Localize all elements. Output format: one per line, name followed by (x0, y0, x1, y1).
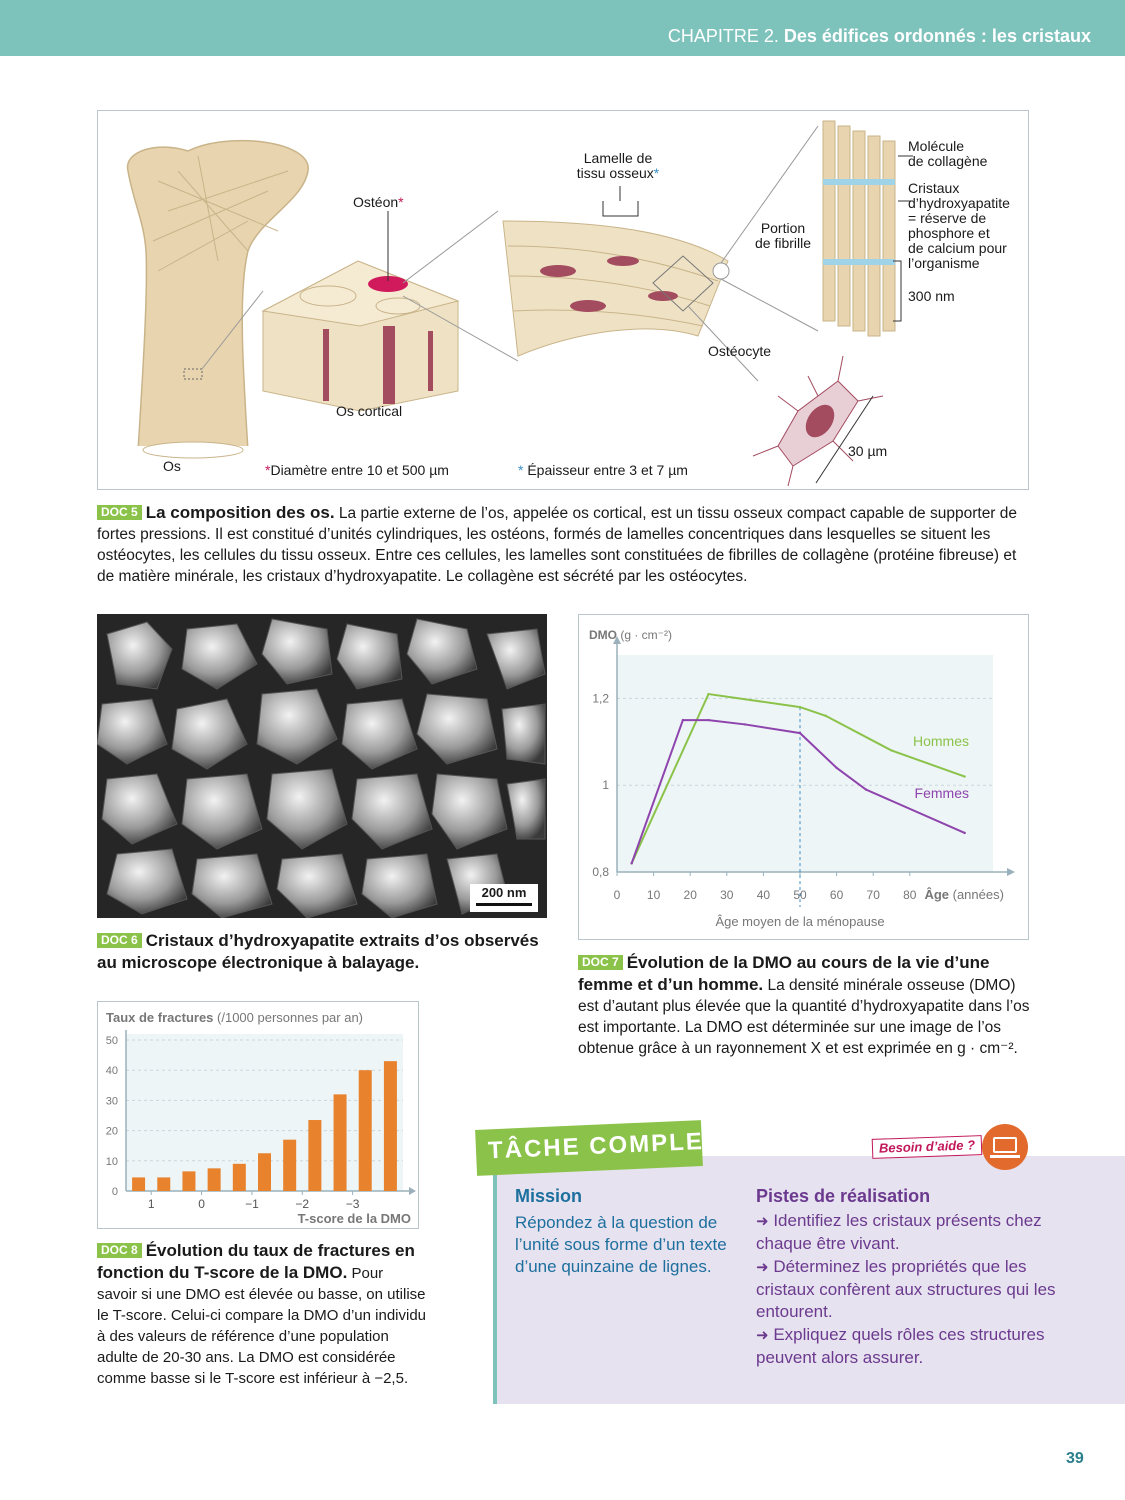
mission-text: Répondez à la question de l’unité sous forme d’un texte d’une quinzaine de lignes. (515, 1213, 727, 1276)
doc5-caption (97, 502, 1027, 587)
label-molecule-collagene: Molécule de collagène (908, 138, 988, 169)
doc7-title: Évolution de la DMO au cours de la vie d’une femme et d’un homme. (578, 953, 990, 994)
legend-femmes: Femmes (914, 785, 969, 802)
help-button[interactable]: Besoin d’aide ? (872, 1135, 983, 1159)
lamelle-bracket (603, 201, 638, 216)
menopause-label: Âge moyen de la ménopause (715, 914, 885, 929)
doc6-caption (97, 930, 547, 974)
series-point-femmes (865, 788, 867, 790)
crystal-band-2 (823, 259, 895, 265)
scale-line (476, 903, 532, 906)
x-tick-label: −2 (295, 1197, 310, 1211)
osteocyte-c (570, 300, 606, 312)
x-tick-label: 1 (147, 1197, 155, 1211)
x-tick-label: 80 (903, 888, 917, 902)
fracture-bar (157, 1177, 170, 1191)
zoom-line-3b (721, 279, 818, 331)
x-tick-label: −1 (245, 1197, 259, 1211)
chapter-title: Des édifices ordonnés : les cristaux (783, 26, 1091, 46)
haversian-canal-3 (428, 331, 433, 391)
osteocyte-a (540, 265, 576, 277)
fracture-chart (97, 1001, 419, 1229)
x-axis-arrow (409, 1187, 416, 1195)
fracture-bar (308, 1120, 321, 1191)
label-300nm: 300 nm (908, 288, 955, 304)
sem-image (97, 614, 547, 918)
legend-hommes: Hommes (912, 733, 969, 750)
series-point-hommes (824, 715, 826, 717)
fracture-bar (283, 1140, 296, 1191)
dmo-chart (578, 614, 1029, 940)
fibril-marker (713, 263, 729, 279)
scale-label: 200 nm (481, 885, 527, 900)
fracture-bar (132, 1177, 145, 1191)
doc8-caption (97, 1240, 427, 1389)
series-point-femmes (835, 767, 837, 769)
series-point-femmes (682, 719, 684, 721)
screen-shape (993, 1137, 1017, 1153)
screen-base (990, 1155, 1020, 1158)
x-tick-label: 40 (756, 888, 771, 902)
doc5-title: La composition des os. (145, 503, 335, 522)
chapter-header (668, 26, 1091, 47)
label-os: Os (163, 458, 181, 474)
y-tick-label: 40 (105, 1065, 118, 1078)
y-tick-label: 20 (105, 1125, 118, 1138)
label-lamelle: Lamelle de tissu osseux* (576, 150, 660, 181)
fracture-bar (233, 1164, 246, 1191)
y-axis-title: DMO (g · cm⁻²) (589, 628, 672, 642)
label-portion-fibrille: Portion de fibrille (754, 220, 812, 251)
doc7-caption (578, 952, 1033, 1059)
haversian-canal-1 (323, 329, 329, 401)
series-point-femmes (630, 862, 632, 864)
x-tick-label: 60 (829, 888, 844, 902)
label-os-cortical: Os cortical (336, 403, 403, 419)
series-point-femmes (744, 723, 746, 725)
x-tick-label: 50 (793, 888, 807, 902)
fibril-4 (868, 136, 880, 336)
zoom-line-2a (403, 211, 498, 283)
x-tick-label: −3 (345, 1197, 360, 1211)
piste-item-3: ➜ Expliquez quels rôles ces structures peuvent alors assurer. (756, 1325, 1045, 1367)
page-number: 39 (1066, 1450, 1084, 1467)
series-point-hommes (890, 749, 892, 751)
sem-scale-bar (470, 884, 538, 912)
pistes-heading: Pistes de réalisation (756, 1186, 931, 1206)
y-tick-label: 30 (105, 1095, 118, 1108)
femur-shape (128, 141, 309, 451)
x-axis-title: T-score de la DMO (297, 1211, 411, 1226)
x-tick-label: 30 (720, 888, 734, 902)
doc8-badge: DOC 8 (97, 1243, 142, 1258)
mission-heading: Mission (515, 1186, 583, 1206)
piste-item-1: ➜ Identifiez les cristaux présents chez chaque être vivant. (756, 1211, 1042, 1253)
bone-illustration (98, 111, 1030, 491)
crystal-micrograph (97, 614, 547, 918)
arrow-icon: ➜ (756, 1259, 769, 1276)
arrow-icon: ➜ (756, 1327, 769, 1344)
doc5-text: La partie externe de l’os, appelée os cortical, est un tissu osseux compact capable de supporter de fortes pressions. Il est constitué d’unités cylindriques, les ostéons, formés de lamelles concentriques dans lesquelles se situent les ostéocytes, les cellules du tissu osseux. Entre ces cellules, les lamelles sont constituées de fibrilles de collagène (protéine fibreuse) et de matière minérale, les cristaux d’hydroxyapatite. Le collagène est sécrété par les ostéocytes. (97, 505, 1018, 585)
piste-item-2: ➜ Déterminez les propriétés que les cristaux confèrent aux structures qui les entourent. (756, 1257, 1056, 1321)
y-axis-title: Taux de fractures (/1000 personnes par an) (106, 1010, 364, 1025)
crystal-band-1 (823, 179, 895, 185)
fibril-3 (853, 131, 865, 331)
bone-composition-figure (97, 110, 1029, 490)
y-tick-label: 0,8 (592, 865, 609, 879)
x-tick-label: 20 (683, 888, 697, 902)
osteocyte-b (607, 256, 639, 266)
x-tick-label: 70 (866, 888, 880, 902)
series-point-hommes (707, 693, 709, 695)
doc7-text: La densité minérale osseuse (DMO) est d’autant plus élevée que la quantité d’hydroxyapatite dans l’os est importante. La DMO est déterminée sur une image de l’os obtenue grâce à un rayonnement X et est exprimée en g · cm⁻². (578, 977, 1030, 1057)
note-diametre: *Diamètre entre 10 et 500 µm (265, 462, 449, 478)
fracture-chart-svg (98, 1002, 420, 1230)
x-tick-label: 10 (646, 888, 661, 902)
lamella-sector (503, 221, 728, 356)
series-point-hommes (964, 775, 966, 777)
note-epaisseur: * Épaisseur entre 3 et 7 µm (518, 462, 688, 478)
fracture-bar (359, 1070, 372, 1191)
fracture-bar (384, 1061, 397, 1191)
doc8-text: Pour savoir si une DMO est élevée ou basse, on utilise le T-score. Celui-ci compare la DMO d’un individu à des valeurs de référence d’une population adulte de 20-30 ans. La DMO est considérée comme basse si le T-score est inférieur à −2,5. (97, 1265, 427, 1387)
fracture-bar (182, 1171, 195, 1191)
femur-cut-edge (143, 442, 243, 458)
series-point-femmes (964, 832, 966, 834)
x-axis-arrow (1007, 868, 1015, 876)
series-point-femmes (707, 719, 709, 721)
tache-side-bar (493, 1156, 497, 1404)
fracture-bar (208, 1168, 221, 1191)
y-tick-label: 0 (111, 1186, 118, 1198)
plot-background (617, 655, 993, 872)
doc5-badge: DOC 5 (97, 505, 142, 520)
y-tick-label: 10 (105, 1155, 118, 1168)
doc6-title: Cristaux d’hydroxyapatite extraits d’os observés au microscope électronique à balayage. (97, 931, 539, 972)
y-tick-label: 1,2 (592, 691, 609, 706)
label-osteocyte: Ostéocyte (708, 343, 772, 359)
tache-flag-text: TÂCHE COMPLEXE (487, 1126, 741, 1165)
label-30um: 30 µm (848, 443, 888, 459)
x-axis-title: Âge (années) (924, 887, 1004, 902)
x-tick-label: 0 (613, 888, 621, 902)
y-tick-label: 1 (602, 778, 609, 793)
doc8-title: Évolution du taux de fractures en fonction du T-score de la DMO. (97, 1241, 415, 1282)
tache-complexe-flag (475, 1120, 741, 1176)
x-tick-label: 0 (198, 1197, 205, 1211)
chapter-number: CHAPITRE 2. (667, 26, 779, 46)
help-screen-icon[interactable] (982, 1124, 1028, 1170)
fibril-2 (838, 126, 850, 326)
fibril-1 (823, 121, 835, 321)
fibril-5 (883, 141, 895, 331)
doc7-badge: DOC 7 (578, 955, 623, 970)
fracture-bar (334, 1094, 347, 1191)
doc6-badge: DOC 6 (97, 933, 142, 948)
label-cristaux-hydroxyapatite: Cristaux d’hydroxyapatite = réserve de phosphore et de calcium pour l’organisme (908, 180, 1010, 271)
fracture-bar (258, 1153, 271, 1191)
series-point-hommes (799, 706, 801, 708)
dmo-chart-svg (579, 615, 1030, 941)
haversian-canal-2 (383, 326, 395, 404)
y-tick-label: 50 (105, 1035, 118, 1047)
arrow-icon: ➜ (756, 1213, 769, 1230)
series-point-femmes (799, 732, 801, 734)
label-osteon: Ostéon* (353, 194, 404, 210)
